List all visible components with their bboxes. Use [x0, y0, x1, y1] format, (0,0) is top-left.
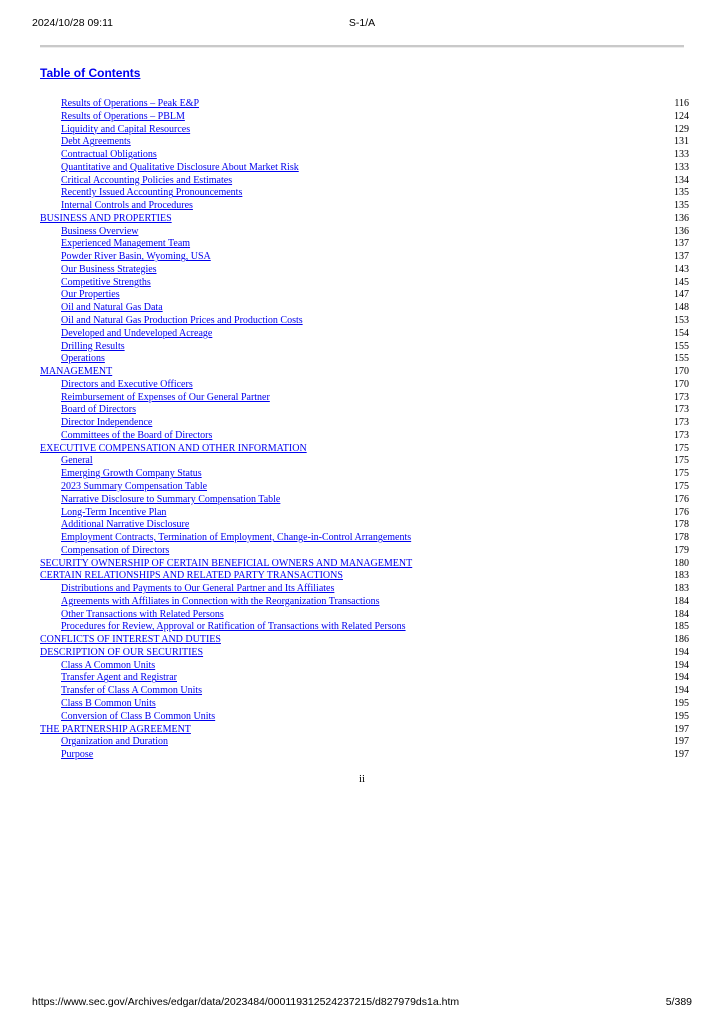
toc-page-number: 154 — [674, 327, 689, 339]
toc-entry-link[interactable]: Critical Accounting Policies and Estimates — [61, 174, 233, 186]
toc-subsection-row — [40, 136, 689, 149]
toc-entry-link[interactable]: Conversion of Class B Common Units — [61, 710, 216, 722]
toc-page-number: 116 — [674, 98, 689, 109]
toc-entry-link[interactable]: Developed and Undeveloped Acreage — [61, 327, 213, 339]
toc-page-number: 136 — [674, 212, 689, 224]
toc-subsection-row — [40, 392, 689, 405]
table-of-contents-link[interactable]: Table of Contents — [40, 66, 141, 80]
toc-subsection-row — [40, 124, 689, 137]
toc-entry-link[interactable]: Emerging Growth Company Status — [61, 468, 202, 480]
toc-section-row — [40, 634, 689, 647]
toc-subsection-row — [40, 685, 689, 698]
toc-entry-link[interactable]: MANAGEMENT — [40, 366, 113, 378]
toc-entry-link[interactable]: Distributions and Payments to Our General Partner and Its Affiliates — [61, 583, 335, 595]
toc-entry-link[interactable]: EXECUTIVE COMPENSATION AND OTHER INFORMATION — [40, 442, 307, 454]
toc-subsection-row — [40, 251, 689, 264]
document-url: https://www.sec.gov/Archives/edgar/data/2023484/000119312524237215/d827979ds1a.htm — [32, 996, 460, 1008]
toc-entry-link[interactable]: Operations — [61, 353, 105, 365]
toc-subsection-row — [40, 289, 689, 302]
table-of-contents — [40, 98, 689, 762]
toc-page-number: 133 — [674, 161, 689, 173]
toc-page-number: 173 — [674, 429, 689, 441]
toc-page-number: 137 — [674, 238, 689, 250]
toc-subsection-row — [40, 111, 689, 124]
toc-subsection-row — [40, 596, 689, 609]
print-datetime: 2024/10/28 09:11 — [32, 17, 113, 29]
toc-subsection-row — [40, 736, 689, 749]
toc-page-number: 135 — [674, 187, 689, 199]
toc-subsection-row — [40, 672, 689, 685]
toc-entry-link[interactable]: Results of Operations – Peak E&P — [61, 98, 200, 109]
toc-page-number: 176 — [674, 493, 689, 505]
print-header — [32, 17, 692, 31]
toc-subsection-row — [40, 494, 689, 507]
toc-section-row — [40, 570, 689, 583]
toc-subsection-row — [40, 711, 689, 724]
toc-entry-link[interactable]: THE PARTNERSHIP AGREEMENT — [40, 723, 191, 735]
toc-subsection-row — [40, 187, 689, 200]
toc-page-number: 194 — [674, 672, 689, 684]
toc-subsection-row — [40, 162, 689, 175]
toc-page-number: 155 — [674, 340, 689, 352]
toc-page-number: 178 — [674, 532, 689, 544]
toc-entry-link[interactable]: Director Independence — [61, 417, 153, 429]
page-count: 5/389 — [665, 996, 692, 1008]
toc-entry-link[interactable]: Agreements with Affiliates in Connection with the Reorganization Transactions — [61, 595, 380, 607]
toc-subsection-row — [40, 353, 689, 366]
toc-subsection-row — [40, 507, 689, 520]
toc-page-number: 180 — [674, 557, 689, 569]
toc-entry-link[interactable]: Board of Directors — [61, 404, 136, 416]
toc-page-number: 170 — [674, 378, 689, 390]
toc-subsection-row — [40, 379, 689, 392]
toc-subsection-row — [40, 149, 689, 162]
toc-subsection-row — [40, 481, 689, 494]
toc-subsection-row — [40, 545, 689, 558]
toc-entry-link[interactable]: General — [61, 455, 93, 467]
toc-entry-link[interactable]: Recently Issued Accounting Pronouncements — [61, 187, 243, 199]
horizontal-divider — [40, 45, 684, 48]
toc-entry-link[interactable]: 2023 Summary Compensation Table — [61, 480, 208, 492]
toc-entry-link[interactable]: Competitive Strengths — [61, 276, 151, 288]
toc-page-number: 136 — [674, 225, 689, 237]
toc-page-number: 170 — [674, 366, 689, 378]
toc-subsection-row — [40, 609, 689, 622]
toc-entry-link[interactable]: Contractual Obligations — [61, 149, 157, 161]
toc-page-number: 194 — [674, 659, 689, 671]
document-title: S-1/A — [348, 17, 376, 29]
toc-entry-link[interactable]: Other Transactions with Related Persons — [61, 608, 224, 620]
toc-entry-link[interactable]: Experienced Management Team — [61, 238, 191, 250]
toc-page-number: 197 — [674, 723, 689, 735]
toc-entry-link[interactable]: Long-Term Incentive Plan — [61, 506, 167, 518]
toc-entry-link[interactable]: Transfer Agent and Registrar — [61, 672, 177, 684]
toc-entry-link[interactable]: Our Properties — [61, 289, 120, 301]
print-footer — [32, 996, 692, 1010]
toc-subsection-row — [40, 277, 689, 290]
toc-subsection-row — [40, 430, 689, 443]
toc-page-number: 173 — [674, 391, 689, 403]
toc-section-row — [40, 724, 689, 737]
toc-subsection-row — [40, 98, 689, 111]
toc-entry-link[interactable]: SECURITY OWNERSHIP OF CERTAIN BENEFICIAL OWNERS AND MANAGEMENT — [40, 557, 413, 569]
toc-entry-link[interactable]: Class B Common Units — [61, 697, 156, 709]
toc-subsection-row — [40, 341, 689, 354]
toc-page-number: 194 — [674, 646, 689, 658]
toc-page-number: 195 — [674, 710, 689, 722]
toc-page-number: 186 — [674, 634, 689, 646]
toc-subsection-row — [40, 519, 689, 532]
toc-entry-link[interactable]: Drilling Results — [61, 340, 125, 352]
toc-page-number: 173 — [674, 404, 689, 416]
toc-entry-link[interactable]: Reimbursement of Expenses of Our General Partner — [61, 391, 270, 403]
toc-section-row — [40, 558, 689, 571]
toc-page-number: 145 — [674, 276, 689, 288]
toc-page-number: 175 — [674, 442, 689, 454]
toc-page-number: 143 — [674, 263, 689, 275]
toc-subsection-row — [40, 749, 689, 762]
toc-entry-link[interactable]: Purpose — [61, 749, 94, 761]
toc-page-number: 197 — [674, 749, 689, 761]
toc-entry-link[interactable]: Our Business Strategies — [61, 263, 157, 275]
toc-page-number: 155 — [674, 353, 689, 365]
toc-page-number: 147 — [674, 289, 689, 301]
toc-page-number: 131 — [674, 136, 689, 148]
toc-page-number: 175 — [674, 468, 689, 480]
toc-page-number: 148 — [674, 302, 689, 314]
toc-page-number: 184 — [674, 608, 689, 620]
toc-section-row — [40, 213, 689, 226]
toc-subsection-row — [40, 621, 689, 634]
toc-page-number: 185 — [674, 621, 689, 633]
toc-page-number: 184 — [674, 595, 689, 607]
toc-subsection-row — [40, 698, 689, 711]
toc-subsection-row — [40, 226, 689, 239]
toc-page-number: 153 — [674, 315, 689, 327]
toc-entry-link[interactable]: Additional Narrative Disclosure — [61, 519, 190, 531]
toc-entry-link[interactable]: Oil and Natural Gas Production Prices and Production Costs — [61, 315, 303, 327]
toc-subsection-row — [40, 583, 689, 596]
toc-entry-link[interactable]: Liquidity and Capital Resources — [61, 123, 191, 135]
toc-entry-link[interactable]: Narrative Disclosure to Summary Compensation Table — [61, 493, 281, 505]
toc-page-number: 137 — [674, 251, 689, 263]
toc-subsection-row — [40, 417, 689, 430]
toc-page-number: 197 — [674, 736, 689, 748]
toc-subsection-row — [40, 175, 689, 188]
toc-page-number: 175 — [674, 455, 689, 467]
toc-page-number: 179 — [674, 544, 689, 556]
toc-page-number: 183 — [674, 583, 689, 595]
toc-page-number: 173 — [674, 417, 689, 429]
toc-entry-link[interactable]: DESCRIPTION OF OUR SECURITIES — [40, 646, 204, 658]
toc-subsection-row — [40, 468, 689, 481]
toc-page-number: 134 — [674, 174, 689, 186]
toc-entry-link[interactable]: Compensation of Directors — [61, 544, 170, 556]
toc-entry-link[interactable]: Quantitative and Qualitative Disclosure About Market Risk — [61, 161, 299, 173]
toc-entry-link[interactable]: CERTAIN RELATIONSHIPS AND RELATED PARTY TRANSACTIONS — [40, 570, 343, 582]
toc-page-number: 129 — [674, 123, 689, 135]
toc-subsection-row — [40, 660, 689, 673]
toc-page-number: 195 — [674, 697, 689, 709]
toc-subsection-row — [40, 302, 689, 315]
toc-page-number: 175 — [674, 480, 689, 492]
toc-subsection-row — [40, 328, 689, 341]
toc-entry-link[interactable]: Procedures for Review, Approval or Ratification of Transactions with Related Persons — [61, 621, 406, 633]
toc-subsection-row — [40, 455, 689, 468]
toc-entry-link[interactable]: Organization and Duration — [61, 736, 169, 748]
toc-entry-link[interactable]: Results of Operations – PBLM — [61, 110, 185, 122]
toc-entry-link[interactable]: Debt Agreements — [61, 136, 131, 148]
toc-subsection-row — [40, 238, 689, 251]
toc-entry-link[interactable]: Powder River Basin, Wyoming, USA — [61, 251, 211, 263]
toc-entry-link[interactable]: Transfer of Class A Common Units — [61, 685, 203, 697]
page-number: ii — [358, 773, 366, 785]
toc-entry-link[interactable]: Internal Controls and Procedures — [61, 200, 193, 212]
toc-section-row — [40, 366, 689, 379]
toc-entry-link[interactable]: Employment Contracts, Termination of Employment, Change-in-Control Arrangements — [61, 532, 412, 544]
toc-section-row — [40, 647, 689, 660]
toc-subsection-row — [40, 532, 689, 545]
toc-page-number: 176 — [674, 506, 689, 518]
toc-entry-link[interactable]: Oil and Natural Gas Data — [61, 302, 163, 314]
toc-section-row — [40, 443, 689, 456]
toc-subsection-row — [40, 404, 689, 417]
toc-page-number: 124 — [674, 110, 689, 122]
toc-entry-link[interactable]: Committees of the Board of Directors — [61, 429, 213, 441]
toc-page-number: 183 — [674, 570, 689, 582]
toc-entry-link[interactable]: Business Overview — [61, 225, 139, 237]
toc-page-number: 133 — [674, 149, 689, 161]
toc-page-number: 178 — [674, 519, 689, 531]
toc-entry-link[interactable]: CONFLICTS OF INTEREST AND DUTIES — [40, 634, 221, 646]
toc-page-number: 135 — [674, 200, 689, 212]
toc-subsection-row — [40, 200, 689, 213]
toc-entry-link[interactable]: Directors and Executive Officers — [61, 378, 193, 390]
toc-page-number: 194 — [674, 685, 689, 697]
toc-entry-link[interactable]: BUSINESS AND PROPERTIES — [40, 212, 172, 224]
toc-subsection-row — [40, 315, 689, 328]
toc-entry-link[interactable]: Class A Common Units — [61, 659, 156, 671]
toc-subsection-row — [40, 264, 689, 277]
